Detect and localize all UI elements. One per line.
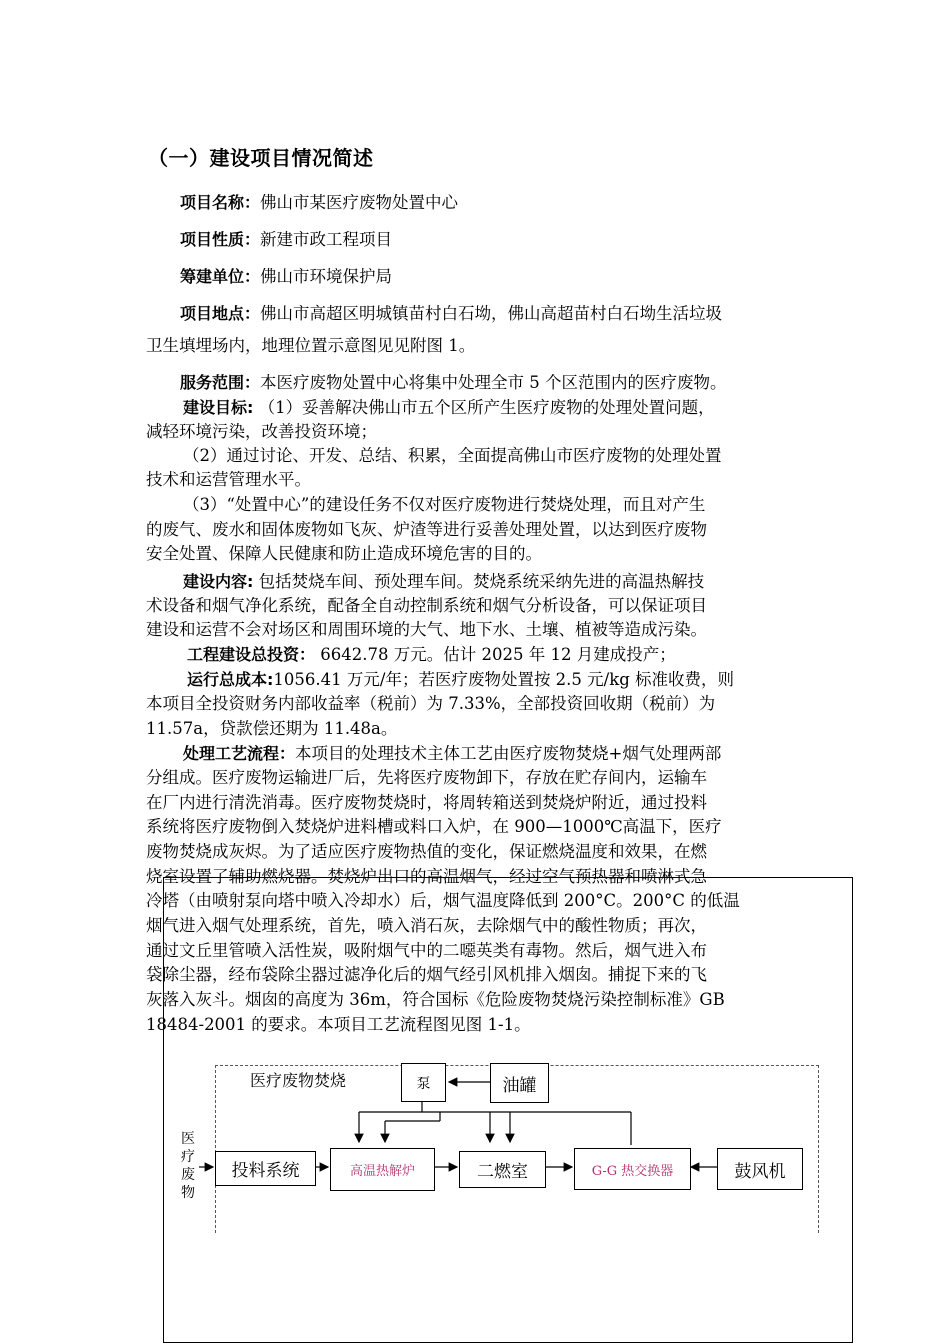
process-line-1: 本项目的处理技术主体工艺由医疗废物焚烧+烟气处理两部 xyxy=(295,744,722,763)
scope-label: 服务范围： xyxy=(180,373,261,392)
location-label: 项目地点： xyxy=(180,304,261,323)
cost-line-2: 本项目全投资财务内部收益率（税前）为 7.33%，全部投资回收期（税前）为 xyxy=(146,694,716,713)
project-name-value: 佛山市某医疗废物处置中心 xyxy=(260,193,459,212)
scope-value: 本医疗废物处置中心将集中处理全市 5 个区范围内的医疗废物。 xyxy=(260,373,727,392)
process-line-6: 烧室设置了辅助燃烧器。焚烧炉出口的高温烟气，经过空气预热器和喷淋式急 xyxy=(146,867,707,886)
process-line-2: 分组成。医疗废物运输进厂后，先将医疗废物卸下，存放在贮存间内，运输车 xyxy=(146,768,707,787)
investment-label: 工程建设总投资： xyxy=(187,645,316,664)
cost-line-1: 1056.41 万元/年；若医疗废物处置按 2.5 元/kg 标准收费，则 xyxy=(273,670,735,689)
process-line-5: 废物焚烧成灰烬。为了适应医疗废物热值的变化，保证燃烧温度和效果，在燃 xyxy=(146,842,707,861)
goal-line-4: 技术和运营管理水平。 xyxy=(146,470,311,489)
process-line-8: 烟气进入烟气处理系统，首先，喷入消石灰，去除烟气中的酸性物质；再次， xyxy=(146,916,707,935)
process-label: 处理工艺流程： xyxy=(183,744,296,763)
oil-tank-box: 油罐 xyxy=(490,1063,549,1103)
goal-line-5: （3）“处置中心”的建设任务不仅对医疗废物进行焚烧处理，而且对产生 xyxy=(183,495,706,514)
project-name-label: 项目名称： xyxy=(180,193,261,212)
goal-line-1: （1）妥善解决佛山市五个区所产生医疗废物的处理处置问题， xyxy=(258,398,715,417)
section-title: （一）建设项目情况简述 xyxy=(148,146,374,170)
process-line-7: 冷塔（由喷射泵向塔中喷入冷却水）后，烟气温度降低到 200°C。200°C 的低温 xyxy=(146,891,740,910)
medical-waste-input-label: 医疗废物 xyxy=(181,1131,195,1201)
content-line-1: 包括焚烧车间、预处理车间。焚烧系统采纳先进的高温热解技 xyxy=(258,572,705,591)
cost-line-3: 11.57a，贷款偿还期为 11.48a。 xyxy=(146,719,398,738)
process-line-10: 袋除尘器，经布袋除尘器过滤净化后的烟气经引风机排入烟囱。捕捉下来的飞 xyxy=(146,965,707,984)
feeding-system-box: 投料系统 xyxy=(215,1151,316,1186)
process-line-4: 系统将医疗废物倒入焚烧炉进料槽或料口入炉，在 900—1000℃高温下，医疗 xyxy=(146,817,722,836)
unit-value: 佛山市环境保护局 xyxy=(260,267,393,286)
goal-line-6: 的废气、废水和固体废物如飞灰、炉渣等进行妥善处理处置，以达到医疗废物 xyxy=(146,520,707,539)
content-line-3: 建设和运营不会对场区和周围环境的大气、地下水、土壤、植被等造成污染。 xyxy=(146,620,707,639)
project-nature-value: 新建市政工程项目 xyxy=(260,230,393,249)
pyrolysis-furnace-box: 高温热解炉 xyxy=(330,1148,435,1191)
pump-box: 泵 xyxy=(401,1063,446,1102)
goal-line-3: （2）通过讨论、开发、总结、积累，全面提高佛山市医疗废物的处理处置 xyxy=(183,446,722,465)
heat-exchanger-box: G-G 热交换器 xyxy=(574,1148,691,1190)
goal-label: 建设目标: xyxy=(183,398,254,417)
content-label: 建设内容: xyxy=(183,572,254,591)
investment-value: 6642.78 万元。估计 2025 年 12 月建成投产； xyxy=(320,645,676,664)
process-line-9: 通过文丘里管喷入活性炭，吸附烟气中的二噁英类有毒物。然后，烟气进入布 xyxy=(146,941,707,960)
unit-label: 筹建单位： xyxy=(180,267,261,286)
location-value-2: 卫生填埋场内，地理位置示意图见见附图 1。 xyxy=(146,336,476,355)
process-line-3: 在厂内进行清洗消毒。医疗废物焚烧时，将周转箱送到焚烧炉附近，通过投料 xyxy=(146,793,707,812)
process-line-11: 灰落入灰斗。烟囱的高度为 36m，符合国标《危险废物焚烧污染控制标准》GB xyxy=(146,990,725,1009)
incineration-group-label: 医疗废物焚烧 xyxy=(250,1071,347,1090)
process-line-12: 18484-2001 的要求。本项目工艺流程图见图 1-1。 xyxy=(146,1015,531,1034)
goal-line-7: 安全处置、保障人民健康和防止造成环境危害的目的。 xyxy=(146,544,542,563)
cost-label: 运行总成本: xyxy=(187,670,274,689)
blower-box: 鼓风机 xyxy=(717,1148,803,1190)
second-chamber-box: 二燃室 xyxy=(459,1151,546,1188)
project-nature-label: 项目性质： xyxy=(180,230,261,249)
goal-line-2: 减轻环境污染，改善投资环境； xyxy=(146,422,377,441)
location-value-1: 佛山市高超区明城镇苗村白石坳，佛山高超苗村白石坳生活垃圾 xyxy=(260,304,723,323)
content-line-2: 术设备和烟气净化系统，配备全自动控制系统和烟气分析设备，可以保证项目 xyxy=(146,596,707,615)
